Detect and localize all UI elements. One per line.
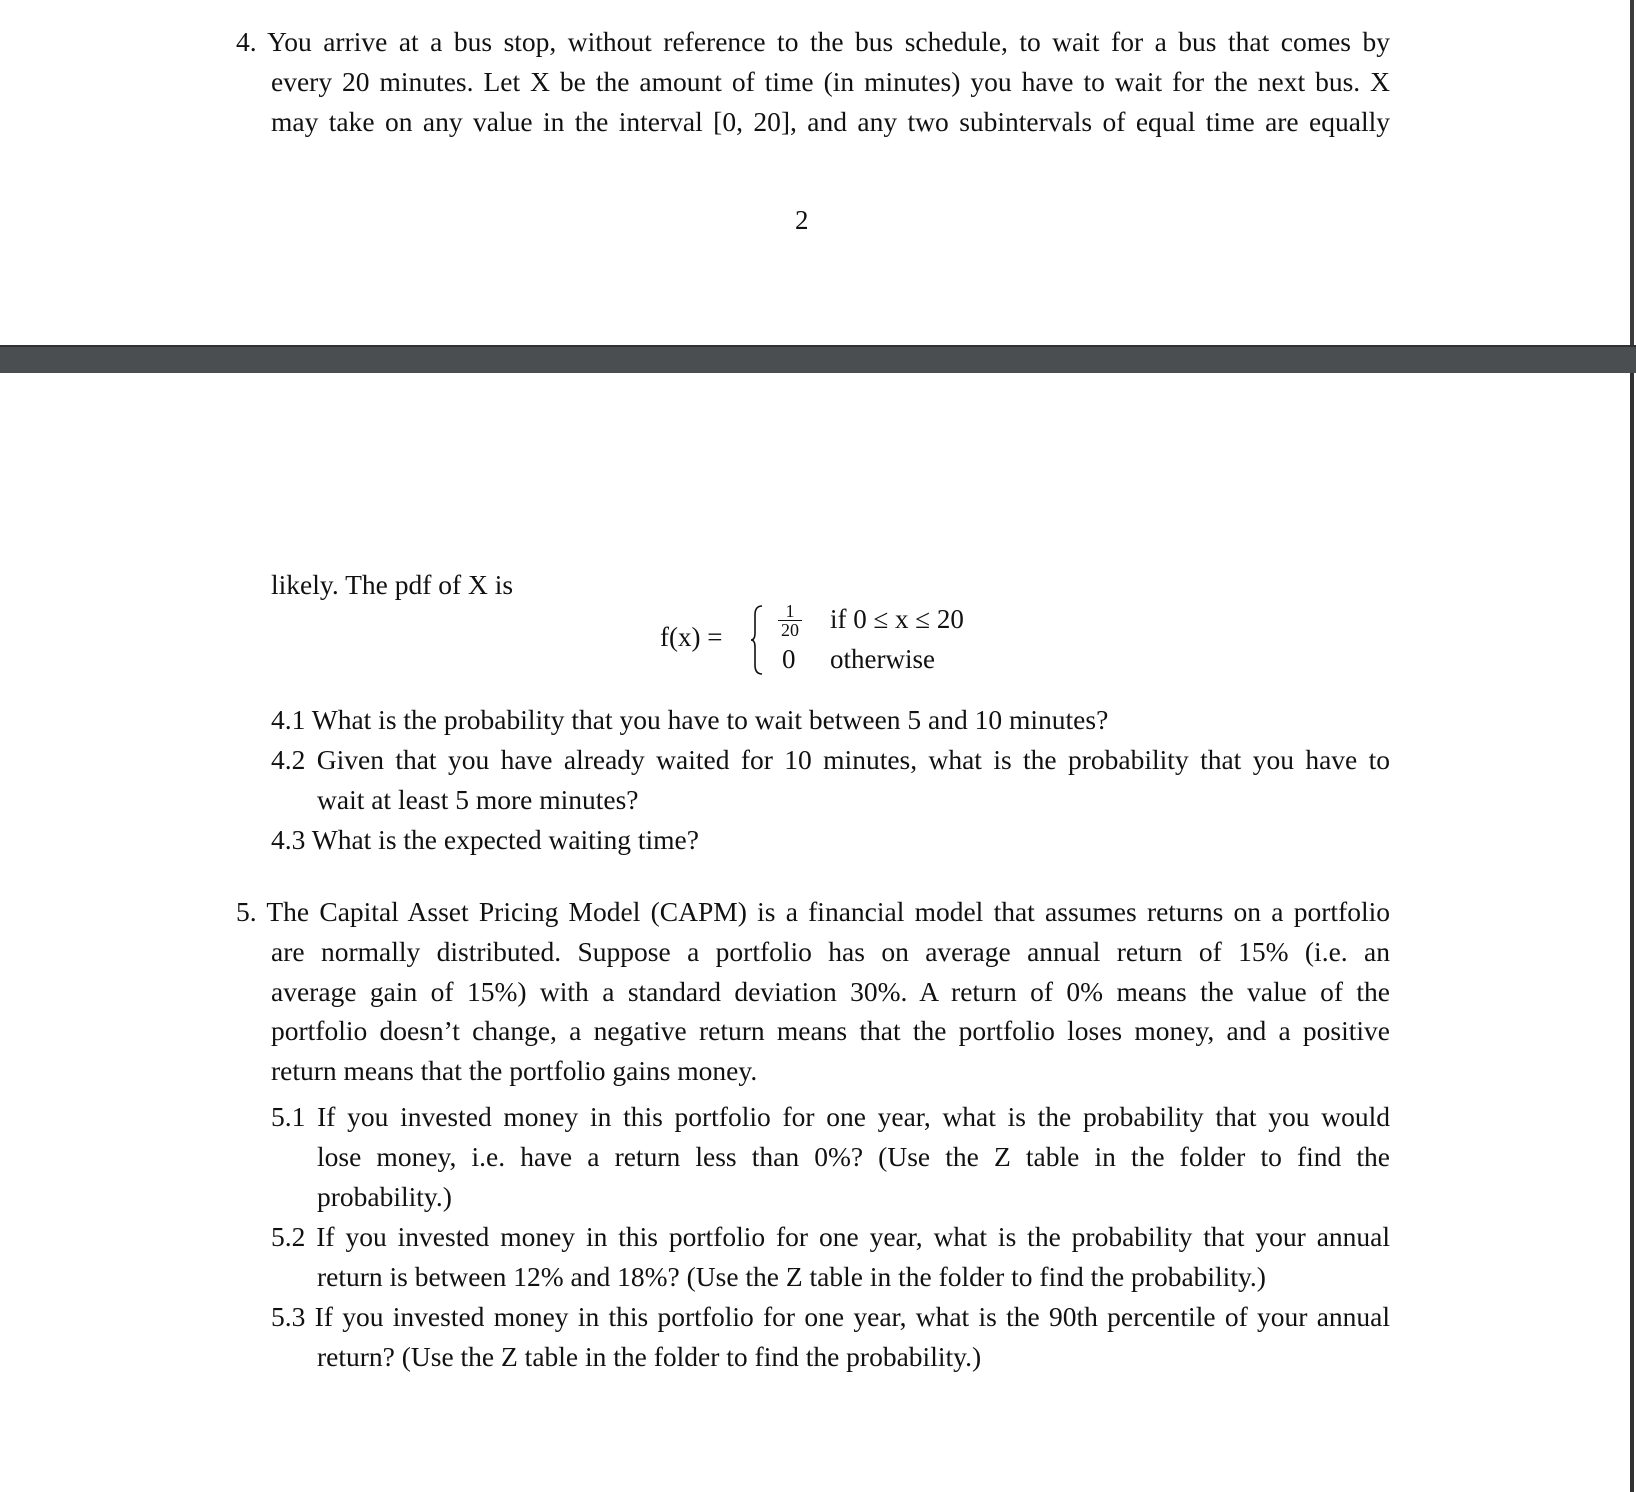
question-4-line-2: every 20 minutes. Let X be the amount of time (in minutes) you have to wait for the next bus. X bbox=[271, 66, 1390, 97]
formula-condition-2: otherwise bbox=[830, 644, 935, 674]
page-divider bbox=[0, 345, 1636, 373]
left-brace-icon bbox=[750, 605, 764, 675]
question-4-continuation: likely. The pdf of X is bbox=[271, 569, 514, 600]
pdf-formula bbox=[660, 600, 1020, 680]
question-5-1-line-2: lose money, i.e. have a return less than 0%? (Use the Z table in the folder to find the bbox=[317, 1141, 1390, 1172]
fraction-numerator: 1 bbox=[778, 602, 802, 621]
page-number: 2 bbox=[795, 205, 809, 235]
question-4-line-3: may take on any value in the interval [0, 20], and any two subintervals of equal time are equally bbox=[271, 106, 1390, 137]
fraction-one-twentieth bbox=[778, 602, 802, 639]
question-4-1: 4.1 What is the probability that you have to wait between 5 and 10 minutes? bbox=[271, 704, 1109, 735]
question-5-line-1: 5. The Capital Asset Pricing Model (CAPM) is a financial model that assumes returns on a portfolio bbox=[236, 896, 1390, 927]
formula-case-zero: 0 bbox=[782, 644, 796, 674]
question-5-line-4: portfolio doesn’t change, a negative return means that the portfolio loses money, and a positive bbox=[271, 1015, 1390, 1046]
question-5-1-line-1: 5.1 If you invested money in this portfolio for one year, what is the probability that you would bbox=[271, 1101, 1390, 1132]
question-5-line-2: are normally distributed. Suppose a portfolio has on average annual return of 15% (i.e. an bbox=[271, 936, 1390, 967]
question-5-1-line-3: probability.) bbox=[317, 1181, 452, 1212]
question-4-2-line-1: 4.2 Given that you have already waited for 10 minutes, what is the probability that you have to bbox=[271, 744, 1390, 775]
fraction-denominator: 20 bbox=[781, 620, 799, 640]
formula-lhs: f(x) = bbox=[660, 622, 723, 652]
question-5-2-line-1: 5.2 If you invested money in this portfolio for one year, what is the probability that your annual bbox=[271, 1221, 1390, 1252]
question-5-line-5: return means that the portfolio gains money. bbox=[271, 1055, 758, 1086]
question-5-3-line-1: 5.3 If you invested money in this portfolio for one year, what is the 90th percentile of your annual bbox=[271, 1301, 1390, 1332]
question-5-3-line-2: return? (Use the Z table in the folder to find the probability.) bbox=[317, 1341, 982, 1372]
question-5-line-3: average gain of 15%) with a standard deviation 30%. A return of 0% means the value of the bbox=[271, 976, 1390, 1007]
question-4-3: 4.3 What is the expected waiting time? bbox=[271, 824, 699, 855]
question-4-2-line-2: wait at least 5 more minutes? bbox=[317, 784, 639, 815]
question-4-line-1: 4. You arrive at a bus stop, without reference to the bus schedule, to wait for a bus that comes by bbox=[236, 26, 1390, 57]
question-5-2-line-2: return is between 12% and 18%? (Use the Z table in the folder to find the probability.) bbox=[317, 1261, 1266, 1292]
formula-condition-1: if 0 ≤ x ≤ 20 bbox=[830, 604, 964, 634]
page-top bbox=[0, 0, 1634, 345]
